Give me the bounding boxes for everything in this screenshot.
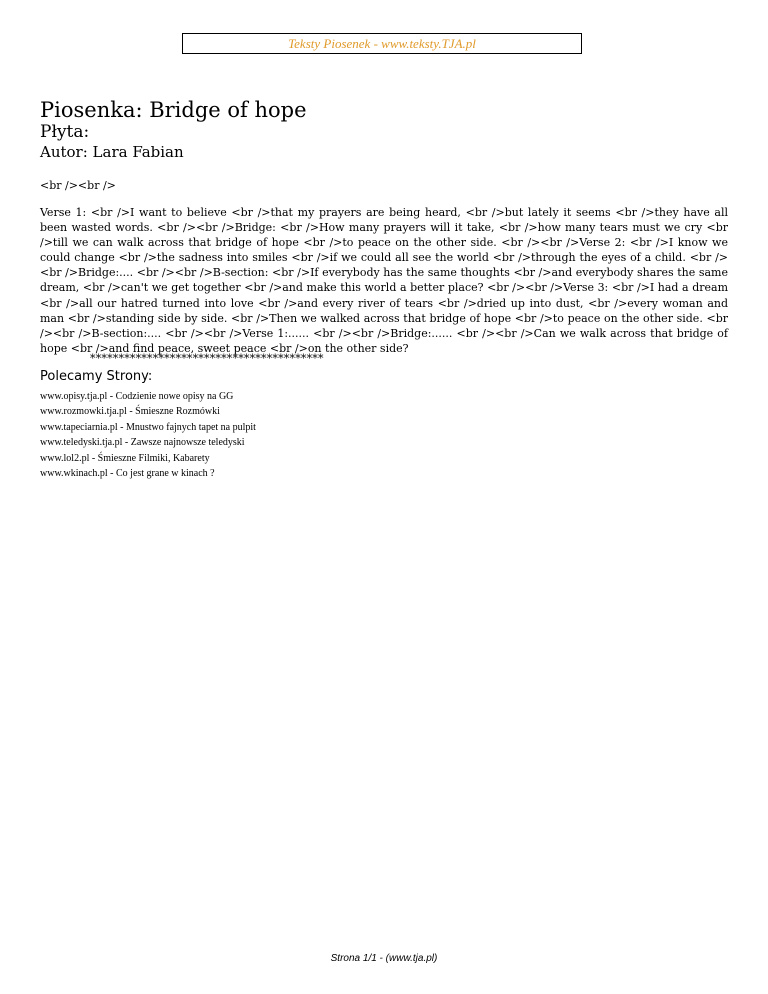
song-title: Piosenka: Bridge of hope bbox=[40, 98, 307, 122]
recommended-link[interactable]: www.wkinach.pl - Co jest grane w kinach ? bbox=[40, 468, 215, 480]
recommended-title: Polecamy Strony: bbox=[40, 369, 153, 384]
album-line: Płyta: bbox=[40, 122, 90, 142]
page-footer: Strona 1/1 - (www.tja.pl) bbox=[330, 953, 438, 964]
song-info bbox=[40, 97, 307, 162]
site-header-box bbox=[182, 33, 582, 54]
recommended-links-list bbox=[40, 389, 256, 481]
recommended-link[interactable]: www.lol2.pl - Śmieszne Filmiki, Kabarety bbox=[40, 452, 210, 464]
author-line: Autor: Lara Fabian bbox=[40, 143, 184, 161]
separator-stars: ***************************************** bbox=[90, 352, 324, 365]
site-header-link[interactable]: Teksty Piosenek - www.teksty.TJA.pl bbox=[288, 36, 476, 51]
recommended-link[interactable]: www.tapeciarnia.pl - Mnustwo fajnych tapet na pulpit bbox=[40, 421, 256, 433]
br-markup-line: <br /><br /> bbox=[40, 179, 116, 192]
recommended-link[interactable]: www.opisy.tja.pl - Codzienie nowe opisy na GG bbox=[40, 391, 234, 402]
recommended-link[interactable]: www.rozmowki.tja.pl - Śmieszne Rozmówki bbox=[40, 406, 220, 418]
lyrics-text: Verse 1: <br />I want to believe <br />that my prayers are being heard, <br />but lately it seems <br />they have all been wasted words. <br /><br />Bridge: <br />How many prayers will it take, <br />how many tears must we cry <br />till we can walk across that bridge of hope <br />to peace on the other side. <br /><br />Verse 2: <br />I know we could change <br />the sadness into smiles <br />if we could all see the world <br />through the eyes of a child. <br /><br />Bridge:.... <br /><br />B-section: <br />If everybody has the same thoughts <br />and everybody shares the same dream, <br />can't we get together <br />and make this world a better place? <br /><br />Verse 3: <br />I had a dream <br />all our hatred turned into love <br />and every river of tears <br />dried up into dust, <br />every woman and man <br />standing side by side. <br />Then we walked across that bridge of hope <br />to peace on the other side. <br /><br />B-section:.... <br /><br />Verse 1:...... <br /><br />Bridge:...... <br /><br />Can we walk across that bridge of hope <br />and find peace, sweet peace <br />on the other side? bbox=[40, 206, 728, 355]
recommended-link[interactable]: www.teledyski.tja.pl - Zawsze najnowsze teledyski bbox=[40, 437, 245, 449]
